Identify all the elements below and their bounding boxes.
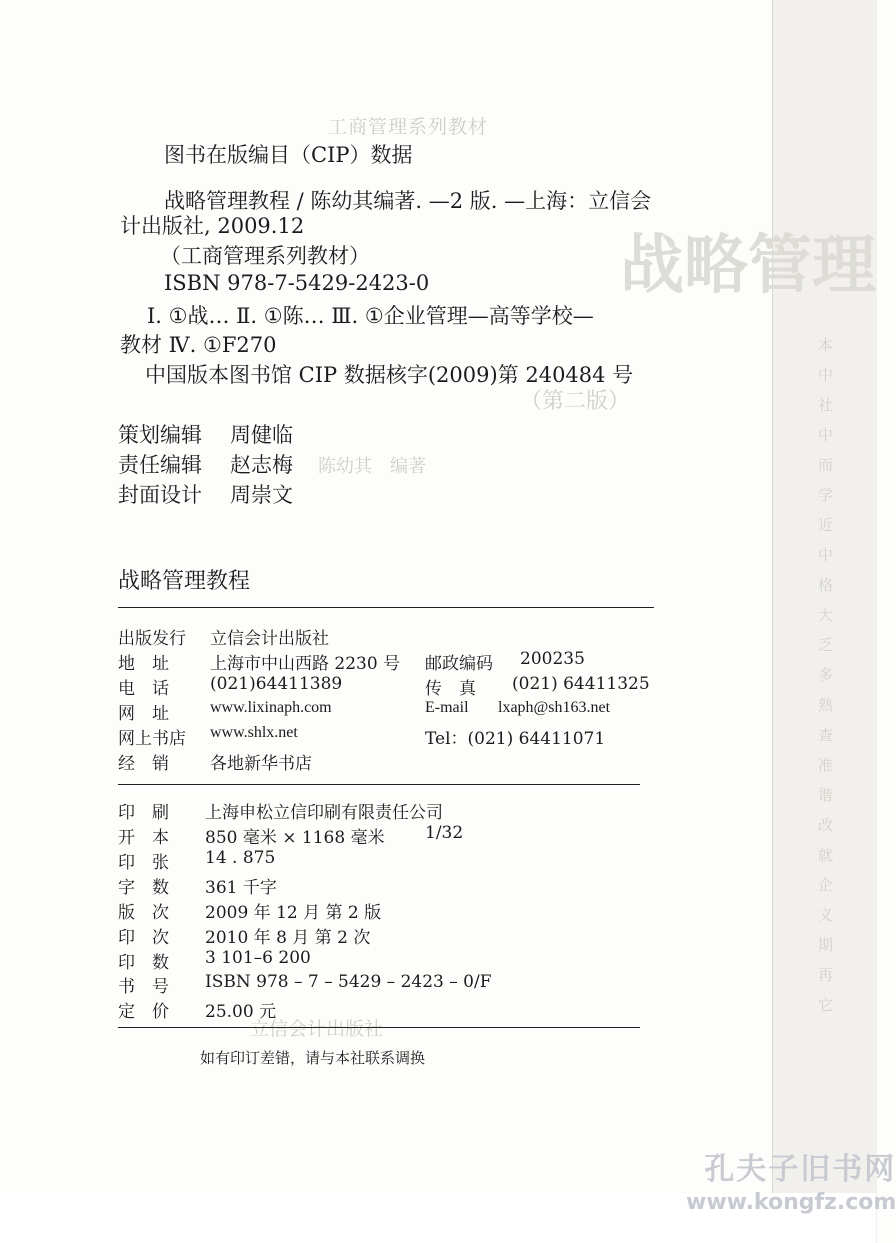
bleed-through-char: 中 <box>818 546 834 564</box>
fax-value: (021) 64411325 <box>512 674 650 694</box>
phone-value: (021)64411389 <box>210 674 343 694</box>
phone-label: 电 话 <box>118 679 169 699</box>
bleed-through-char: 义 <box>818 906 834 924</box>
sheets-value: 14 . 875 <box>205 848 276 868</box>
bleed-through-char: 就 <box>818 846 834 864</box>
bleed-through-author: 陈幼其 编著 <box>318 456 426 477</box>
bleed-through-char: 谐 <box>818 786 834 804</box>
bleed-through-char: 准 <box>818 756 834 774</box>
format-label: 开 本 <box>118 828 169 848</box>
bleed-through-char: 查 <box>818 726 834 744</box>
distributor-value: 各地新华书店 <box>210 754 312 774</box>
site-watermark <box>686 1144 896 1215</box>
edition-label: 版 次 <box>118 903 169 923</box>
cip-line-4: ISBN 978-7-5429-2423-0 <box>164 271 430 295</box>
cip-line-6: 教材 Ⅳ. ①F270 <box>120 333 277 357</box>
editor-name-1: 周健临 <box>230 423 293 447</box>
email-label: E-mail <box>425 699 469 716</box>
bleed-through-char: 期 <box>818 936 834 954</box>
address-value: 上海市中山西路 2230 号 <box>210 654 401 674</box>
website-link[interactable]: www.lixinaph.com <box>210 699 332 716</box>
isbn-label: 书 号 <box>118 977 169 997</box>
format-fraction: 1/32 <box>425 823 464 843</box>
words-value: 361 千字 <box>205 878 277 898</box>
editor-name-3: 周崇文 <box>230 483 293 507</box>
copies-label: 印 数 <box>118 953 169 973</box>
bleed-through-char: 改 <box>818 816 834 834</box>
isbn-value: ISBN 978 – 7 – 5429 – 2423 – 0/F <box>205 972 492 992</box>
printer-value: 上海申松立信印刷有限责任公司 <box>205 803 443 823</box>
price-label: 定 价 <box>118 1002 169 1022</box>
sheets-label: 印 张 <box>118 853 169 873</box>
publisher-value: 立信会计出版社 <box>210 629 329 649</box>
bleed-through-char: 它 <box>818 996 834 1014</box>
bleed-through-char: 多 <box>818 666 834 684</box>
cip-line-3: （工商管理系列教材） <box>160 244 370 268</box>
bleed-through-char: 再 <box>818 966 834 984</box>
bleed-through-char: 乏 <box>818 636 834 654</box>
watermark-logo-text: 孔夫子旧书网 <box>704 1152 896 1187</box>
fax-label: 传 真 <box>425 679 476 699</box>
bleed-through-char: 中 <box>818 366 834 384</box>
divider-middle <box>118 784 640 785</box>
cip-line-1: 战略管理教程 / 陈幼其编著. —2 版. —上海：立信会 <box>164 189 652 213</box>
distributor-label: 经 销 <box>118 754 169 774</box>
postcode-label: 邮政编码 <box>425 654 493 674</box>
bleed-through-char: 而 <box>818 456 834 474</box>
cip-line-5: Ⅰ. ①战… Ⅱ. ①陈… Ⅲ. ①企业管理—高等学校— <box>147 304 594 328</box>
bleed-through-char: 大 <box>818 606 834 624</box>
bleed-through-char: 熟 <box>818 696 834 714</box>
edition-value: 2009 年 12 月 第 2 版 <box>205 903 382 923</box>
cip-line-7: 中国版本图书馆 CIP 数据核字(2009)第 240484 号 <box>145 363 634 387</box>
bleed-through-char: 本 <box>818 336 834 354</box>
bleed-through-char: 中 <box>818 426 834 444</box>
online-shop-label: 网上书店 <box>118 729 186 749</box>
format-value: 850 毫米 × 1168 毫米 <box>205 828 385 848</box>
divider-top <box>118 607 654 608</box>
bleed-through-char: 近 <box>818 516 834 534</box>
editor-role-3: 封面设计 <box>118 483 202 507</box>
cip-heading: 图书在版编目（CIP）数据 <box>164 143 413 167</box>
book-title: 战略管理教程 <box>118 569 251 594</box>
online-shop-link[interactable]: www.shlx.net <box>210 724 298 741</box>
bleed-through-publisher: 立信会计出版社 <box>250 1018 384 1040</box>
price-value: 25.00 元 <box>205 1002 277 1022</box>
impression-value: 2010 年 8 月 第 2 次 <box>205 928 371 948</box>
email-link[interactable]: lxaph@sh163.net <box>498 699 611 716</box>
bleed-through-char: 社 <box>818 396 834 414</box>
cip-line-2: 计出版社, 2009.12 <box>120 214 305 238</box>
printer-label: 印 刷 <box>118 803 169 823</box>
bleed-through-char: 企 <box>818 876 834 894</box>
bleed-through-side-text <box>818 330 862 1020</box>
watermark-url: www.kongfz.com <box>686 1190 896 1215</box>
footer-note: 如有印订差错，请与本社联系调换 <box>200 1049 426 1067</box>
bleed-through-edition: （第二版） <box>520 389 631 414</box>
bleed-through-title: 战略管理 <box>620 229 876 303</box>
editor-name-2: 赵志梅 <box>230 453 293 477</box>
impression-label: 印 次 <box>118 928 169 948</box>
divider-bottom <box>118 1027 640 1028</box>
postcode-value: 200235 <box>520 649 585 669</box>
words-label: 字 数 <box>118 878 169 898</box>
copies-value: 3 101–6 200 <box>205 948 311 968</box>
website-label: 网 址 <box>118 704 169 724</box>
publisher-label: 出版发行 <box>118 629 186 649</box>
bleed-through-char: 学 <box>818 486 834 504</box>
editor-role-1: 策划编辑 <box>118 423 202 447</box>
bleed-through-series: 工商管理系列教材 <box>328 116 489 138</box>
address-label: 地 址 <box>118 654 169 674</box>
bleed-through-char: 格 <box>818 576 834 594</box>
tel-line: Tel：(021) 64411071 <box>425 729 606 749</box>
editor-role-2: 责任编辑 <box>118 453 202 477</box>
